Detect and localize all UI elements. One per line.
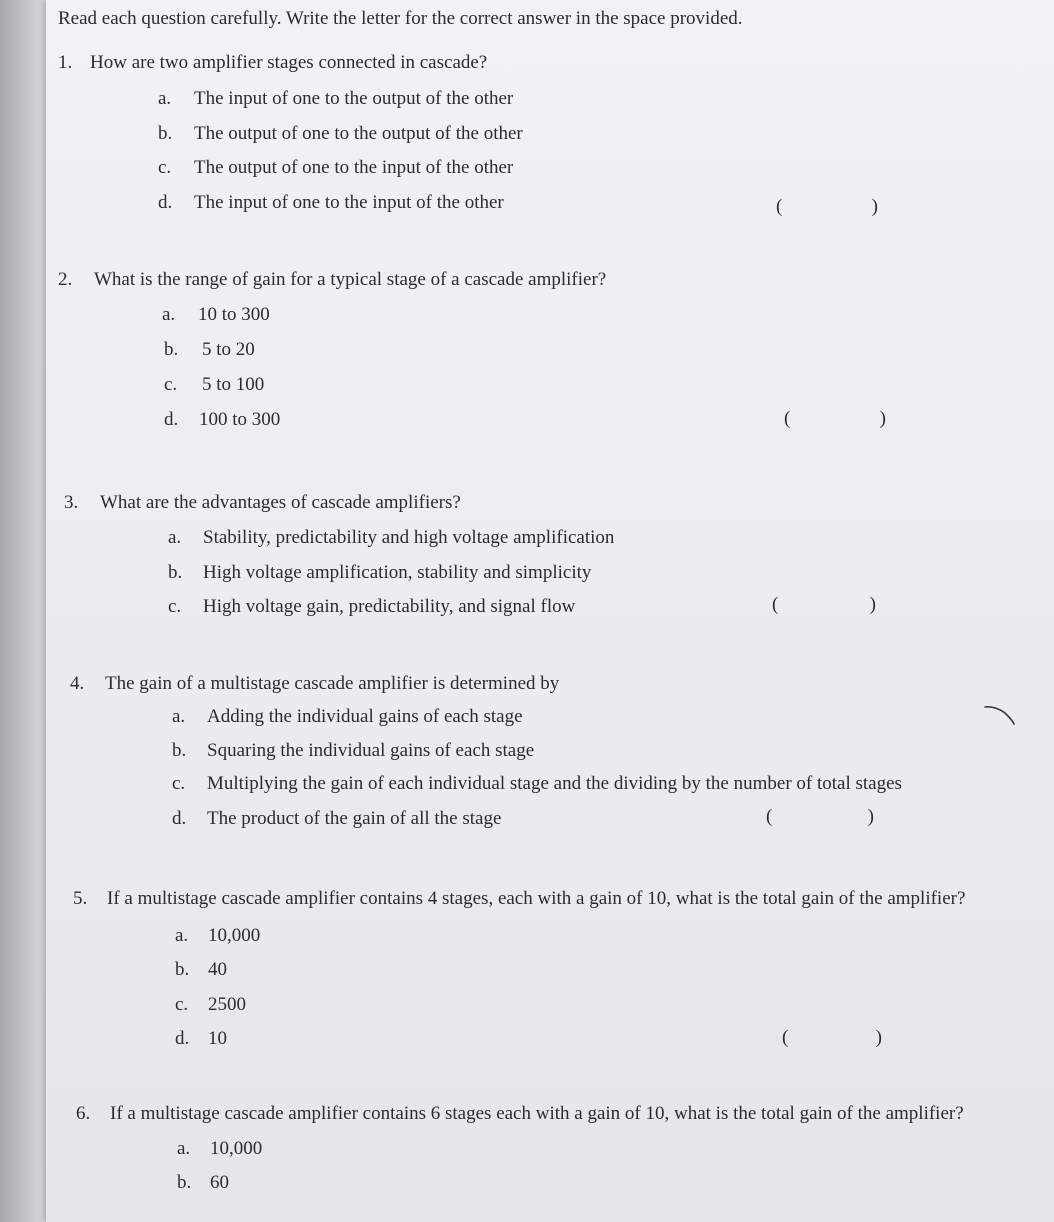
question-4-option-b-letter: b.: [172, 740, 187, 761]
question-4-option-d-text: The product of the gain of all the stage: [207, 808, 502, 829]
question-2-option-a-text: 10 to 300: [198, 304, 270, 325]
question-3-option-c-text: High voltage gain, predictability, and signal flow: [203, 596, 576, 617]
question-4-option-c-letter: c.: [172, 773, 186, 794]
answer-close-paren: ): [867, 806, 874, 827]
question-5-option-c-text: 2500: [208, 994, 246, 1015]
question-1-option-a-letter: a.: [158, 88, 172, 109]
question-3-option-a-letter: a.: [168, 527, 182, 548]
answer-open-paren: (: [784, 408, 791, 429]
question-4-number: 4.: [70, 673, 85, 694]
question-1-option-c-letter: c.: [158, 157, 172, 178]
question-2-option-d-letter: d.: [164, 409, 179, 430]
answer-open-paren: (: [776, 196, 783, 217]
question-1-option-a-text: The input of one to the output of the other: [194, 88, 514, 109]
question-2-text: What is the range of gain for a typical stage of a cascade amplifier?: [94, 269, 607, 290]
answer-close-paren: ): [871, 196, 878, 217]
question-1-option-c-text: The output of one to the input of the other: [194, 157, 514, 178]
question-1-option-b-letter: b.: [158, 123, 173, 144]
question-4-text: The gain of a multistage cascade amplifier is determined by: [105, 673, 560, 694]
question-5-option-b-text: 40: [208, 959, 227, 980]
question-4-option-d-letter: d.: [172, 808, 187, 829]
question-3-answer-blank[interactable]: [772, 594, 876, 616]
question-4-answer-blank[interactable]: [766, 806, 874, 828]
question-6-option-b-letter: b.: [177, 1172, 192, 1193]
question-6-option-b-text: 60: [210, 1172, 229, 1193]
question-4-option-a-letter: a.: [172, 706, 186, 727]
question-6-option-a-letter: a.: [177, 1138, 191, 1159]
question-5-option-a-letter: a.: [175, 925, 189, 946]
question-1-answer-blank[interactable]: [776, 196, 878, 218]
question-2-option-c-text: 5 to 100: [202, 374, 265, 395]
question-3-number: 3.: [64, 492, 79, 513]
question-5-option-d-text: 10: [208, 1028, 227, 1049]
page-edge-shadow: [0, 0, 46, 1222]
question-1-text: How are two amplifier stages connected in cascade?: [90, 52, 488, 73]
question-3-text: What are the advantages of cascade amplifiers?: [100, 492, 461, 513]
answer-open-paren: (: [766, 806, 773, 827]
question-3-option-c-letter: c.: [168, 596, 182, 617]
question-5-text: If a multistage cascade amplifier contains 4 stages, each with a gain of 10, what is the total gain of the amplifier?: [107, 888, 966, 909]
question-5-option-b-letter: b.: [175, 959, 190, 980]
answer-open-paren: (: [782, 1027, 789, 1048]
question-5-answer-blank[interactable]: [782, 1027, 882, 1049]
question-4-option-a-text: Adding the individual gains of each stage: [207, 706, 523, 727]
question-2-option-c-letter: c.: [164, 374, 178, 395]
question-1-option-d-letter: d.: [158, 192, 173, 213]
question-5-number: 5.: [73, 888, 88, 909]
question-2-option-b-letter: b.: [164, 339, 179, 360]
question-2-answer-blank[interactable]: [784, 408, 886, 430]
answer-close-paren: ): [875, 1027, 882, 1048]
question-5-option-c-letter: c.: [175, 994, 189, 1015]
question-1-number: 1.: [58, 52, 73, 73]
question-3-option-a-text: Stability, predictability and high voltage amplification: [203, 527, 615, 548]
question-3-option-b-text: High voltage amplification, stability and simplicity: [203, 562, 592, 583]
answer-close-paren: ): [869, 594, 876, 615]
question-1-option-d-text: The input of one to the input of the other: [194, 192, 504, 213]
question-1-option-b-text: The output of one to the output of the other: [194, 123, 523, 144]
answer-open-paren: (: [772, 594, 779, 615]
question-4-option-b-text: Squaring the individual gains of each stage: [207, 740, 535, 761]
question-6-option-a-text: 10,000: [210, 1138, 263, 1159]
question-2-number: 2.: [58, 269, 73, 290]
question-4-option-c-text: Multiplying the gain of each individual stage and the dividing by the number of total stages: [207, 773, 902, 794]
question-5-option-a-text: 10,000: [208, 925, 261, 946]
question-6-text: If a multistage cascade amplifier contains 6 stages each with a gain of 10, what is the total gain of the amplifier?: [110, 1103, 964, 1124]
question-2-option-d-text: 100 to 300: [199, 409, 281, 430]
instructions: Read each question carefully. Write the letter for the correct answer in the space provided.: [58, 8, 743, 29]
question-2-option-b-text: 5 to 20: [202, 339, 255, 360]
question-2-option-a-letter: a.: [162, 304, 176, 325]
question-6-number: 6.: [76, 1103, 91, 1124]
pen-mark-icon: [984, 704, 1016, 726]
question-5-option-d-letter: d.: [175, 1028, 190, 1049]
answer-close-paren: ): [879, 408, 886, 429]
question-3-option-b-letter: b.: [168, 562, 183, 583]
